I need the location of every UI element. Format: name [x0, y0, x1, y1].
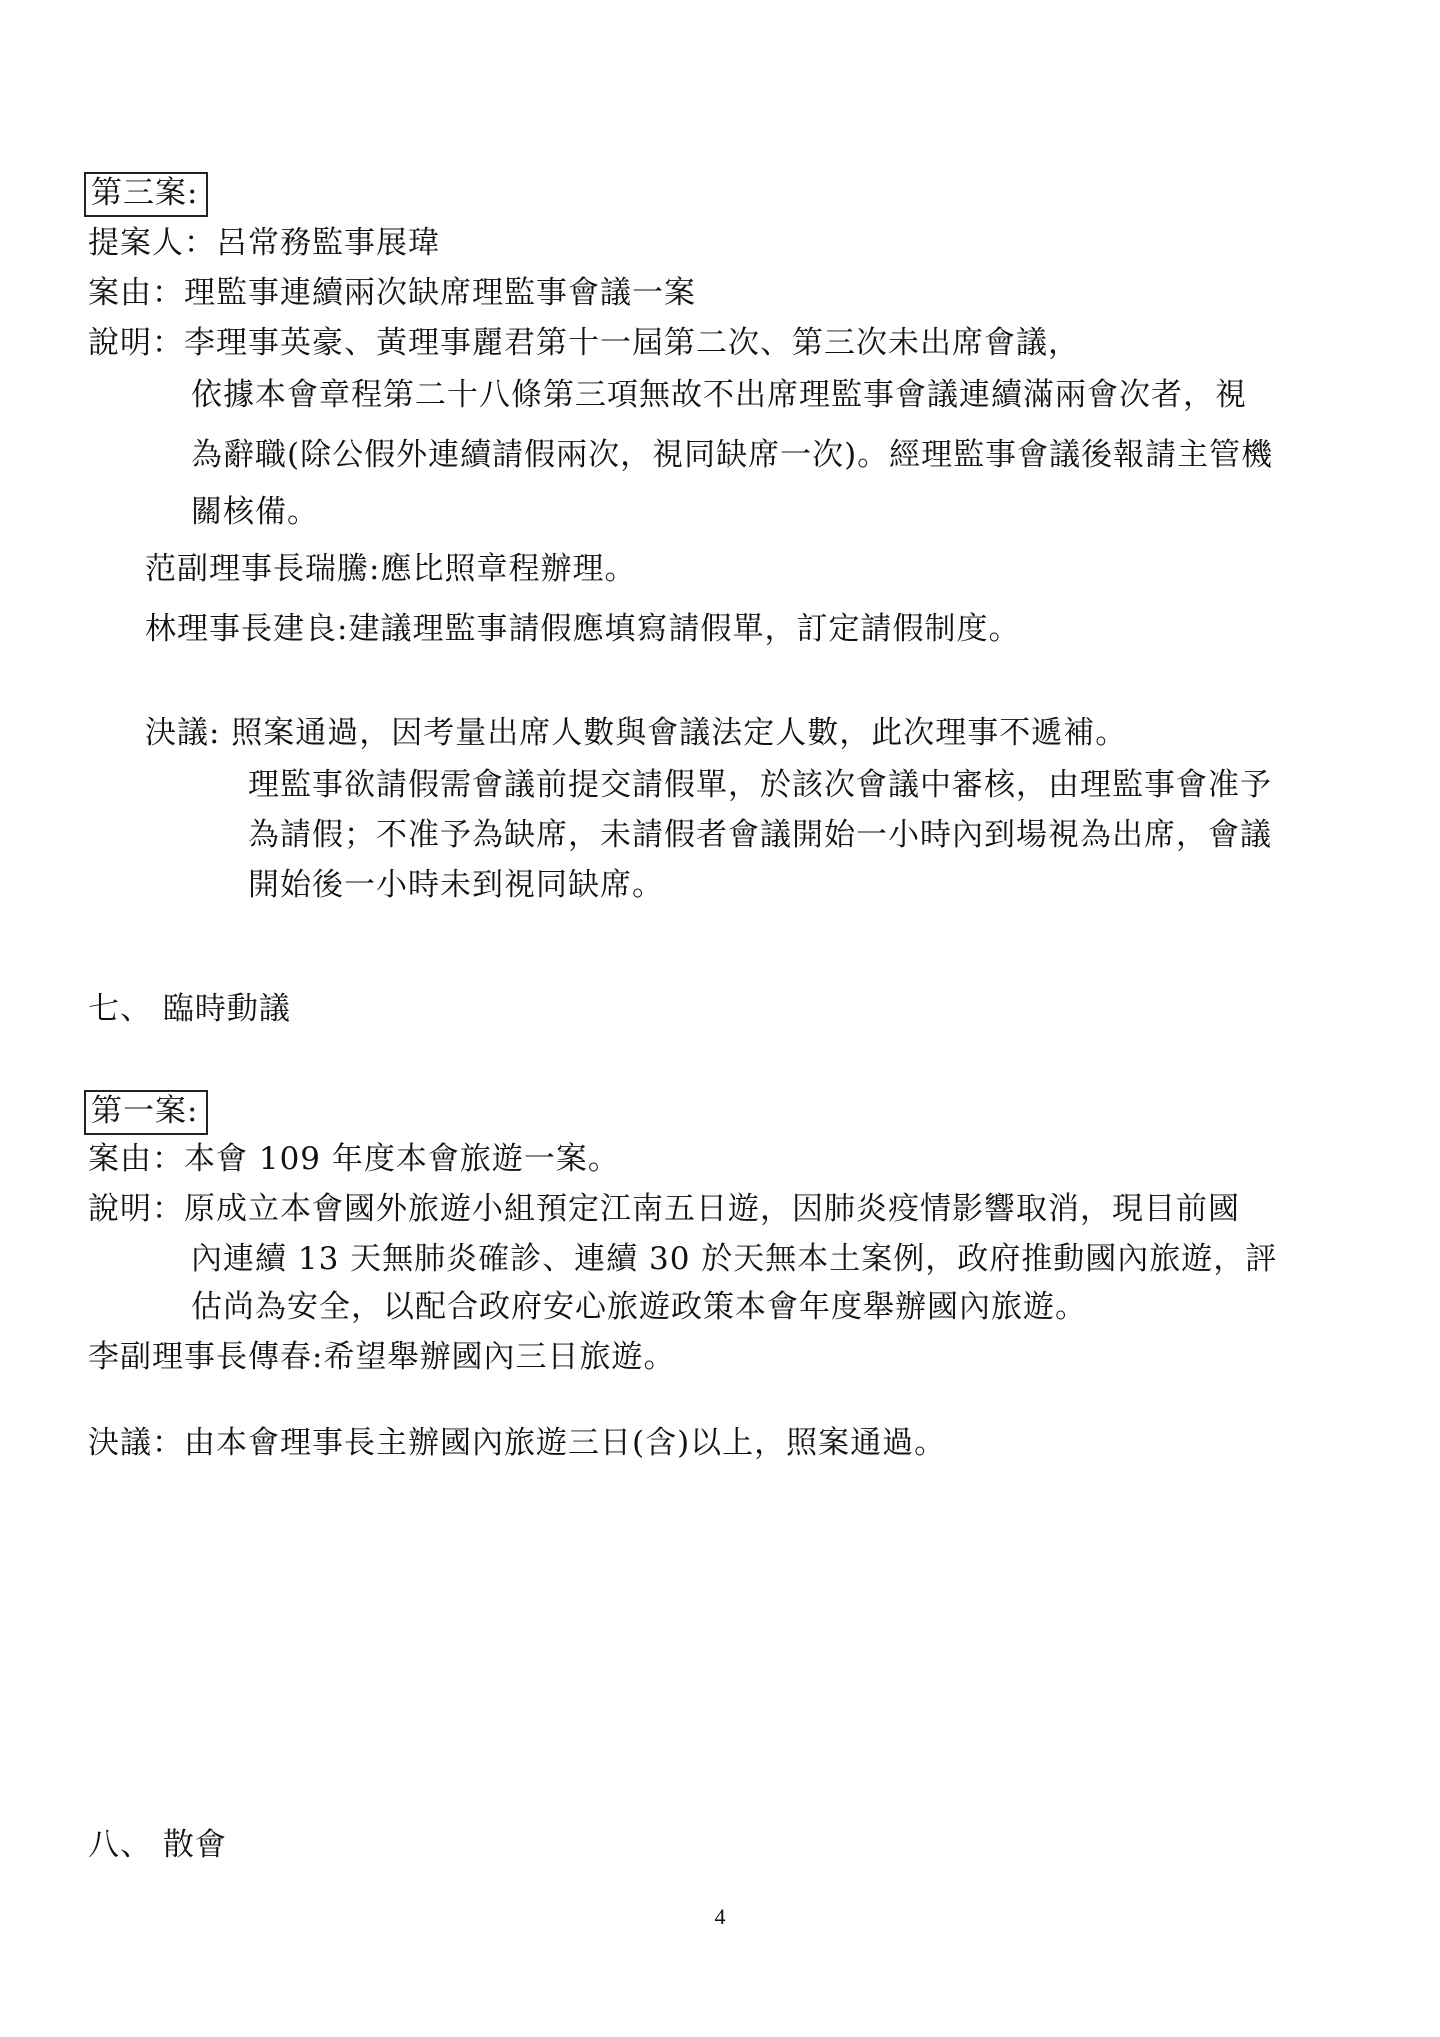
- page-number: 4: [714, 1904, 726, 1929]
- case3-comment-1: 范副理事長瑞騰:應比照章程辦理。: [145, 551, 637, 587]
- temp-case1-description-line-3: 估尚為安全，以配合政府安心旅遊政策本會年度舉辦國內旅遊。: [191, 1289, 1087, 1325]
- case3-resolution-line-2: 理監事欲請假需會議前提交請假單，於該次會議中審核，由理監事會准予: [248, 767, 1272, 803]
- case3-resolution-line-1: 決議: 照案通過，因考量出席人數與會議法定人數，此次理事不遞補。: [145, 715, 1128, 751]
- case3-description-line-1: 說明：李理事英豪、黃理事麗君第十一屆第二次、第三次未出席會議，: [88, 325, 1080, 361]
- section-8-title: 八、 散會: [88, 1827, 227, 1863]
- case3-description-line-2: 依據本會章程第二十八條第三項無故不出席理監事會議連續滿兩會次者，視: [191, 377, 1247, 413]
- case3-resolution-line-4: 開始後一小時未到視同缺席。: [248, 867, 664, 903]
- case3-resolution-line-3: 為請假；不准予為缺席，未請假者會議開始一小時內到場視為出席，會議: [248, 817, 1272, 853]
- temp-case1-description-line-2: 內連續 13 天無肺炎確診、連續 30 於天無本土案例，政府推動國內旅遊，評: [191, 1241, 1278, 1277]
- case3-description-line-4: 關核備。: [191, 494, 319, 530]
- temp-case1-subject: 案由：本會 109 年度本會旅遊一案。: [88, 1141, 620, 1177]
- temp-case1-heading: 第一案:: [84, 1090, 208, 1135]
- temp-case1-comment-1: 李副理事長傳春:希望舉辦國內三日旅遊。: [88, 1339, 676, 1375]
- section-7-title: 七、 臨時動議: [88, 991, 291, 1027]
- case3-proposer: 提案人：呂常務監事展瑋: [88, 225, 440, 261]
- temp-case1-resolution: 決議：由本會理事長主辦國內旅遊三日(含)以上，照案通過。: [88, 1425, 947, 1461]
- case3-heading: 第三案:: [84, 172, 208, 217]
- case3-description-line-3: 為辭職(除公假外連續請假兩次，視同缺席一次)。經理監事會議後報請主管機: [191, 437, 1274, 473]
- case3-subject: 案由：理監事連續兩次缺席理監事會議一案: [88, 275, 696, 311]
- temp-case1-description-line-1: 說明：原成立本會國外旅遊小組預定江南五日遊，因肺炎疫情影響取消，現目前國: [88, 1191, 1240, 1227]
- case3-comment-2: 林理事長建良:建議理監事請假應填寫請假單，訂定請假制度。: [145, 611, 1021, 647]
